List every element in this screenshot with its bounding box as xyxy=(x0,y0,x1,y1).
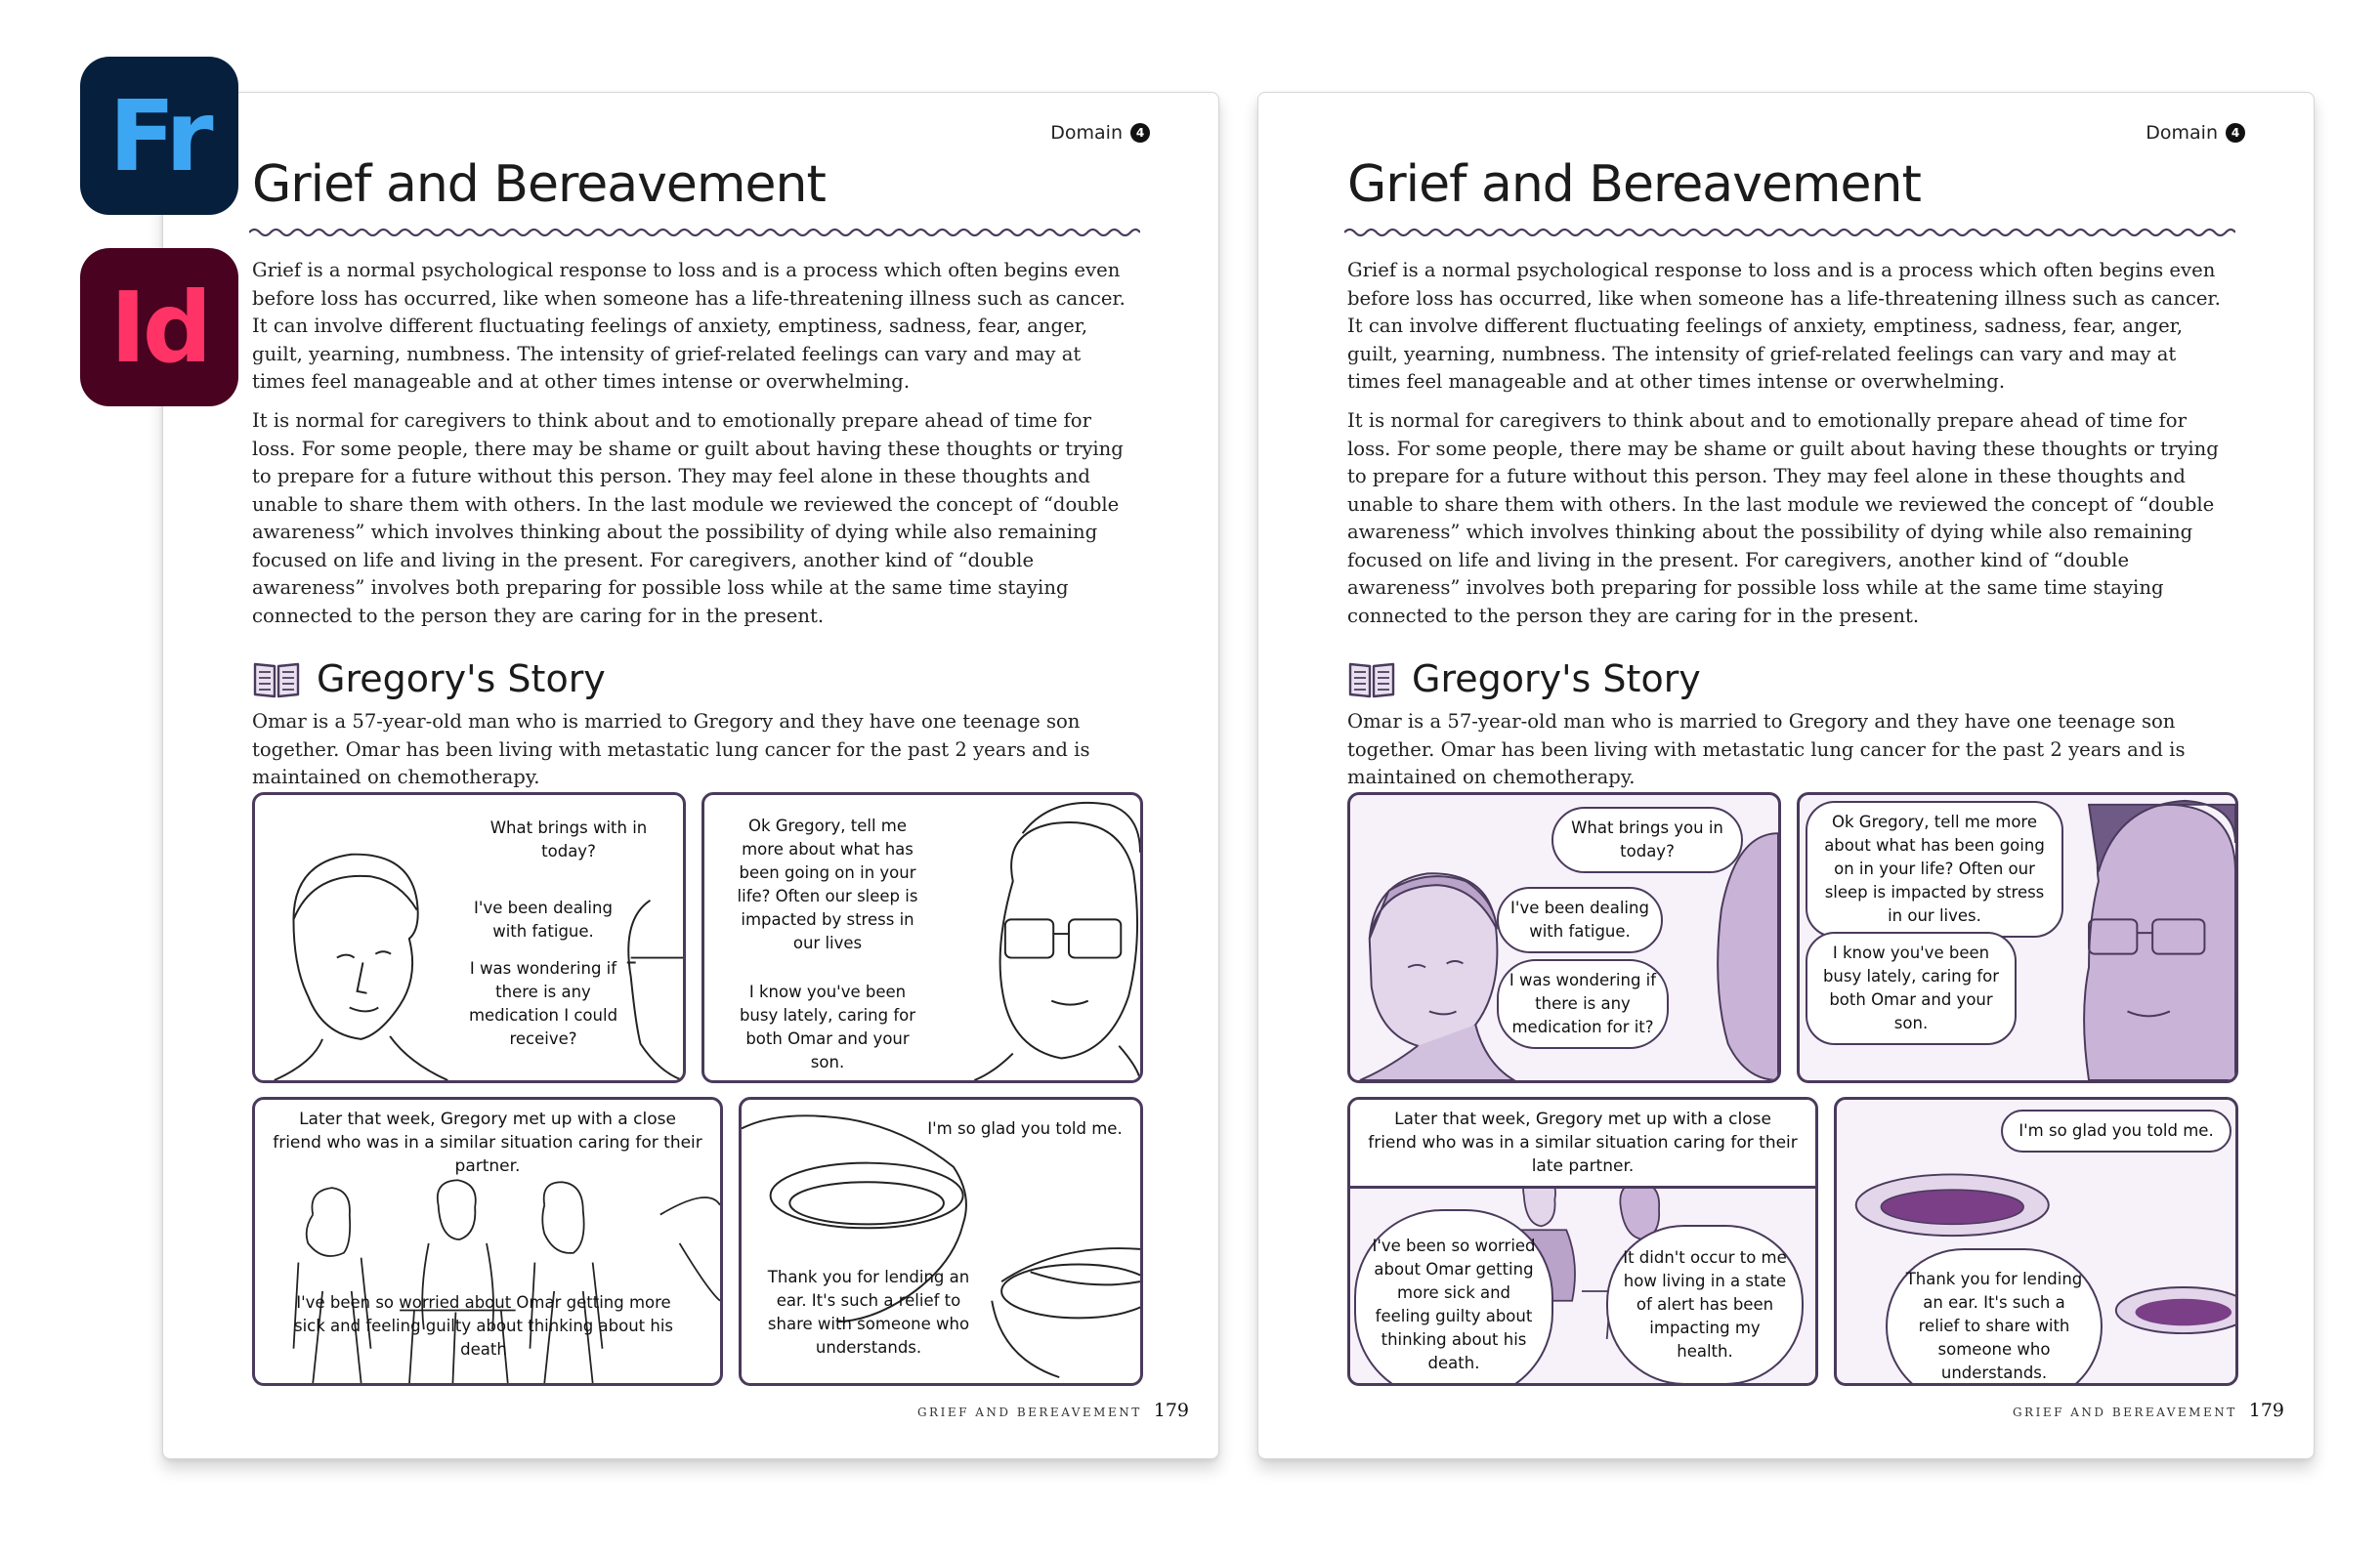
speech-bubble: I've been dealing with fatigue. xyxy=(1497,887,1663,953)
intro-paragraph: Grief is a normal psychological response to loss and is a process which often begins even before loss has occurred, like when someone has a life-threatening illness such as cancer. It can involve different fluctuating feelings of anxiety, emptiness, sadness, fear, anger, guilt, yearning, numbness. The intensity of grief-related feelings can vary and may at times feel manageable and at other times intense or overwhelming. xyxy=(252,259,1126,393)
story-text: Omar is a 57-year-old man who is married to Gregory and they have one teenage son together. Omar has been living with metastatic lung cancer for the past 2 years and is maintained on chemotherapy. xyxy=(252,710,1090,788)
story-title: Gregory's Story xyxy=(1412,657,1701,700)
comic-panel-doctor-visit xyxy=(252,792,686,1083)
wavy-divider xyxy=(1344,226,2235,239)
double-awareness-paragraph: It is normal for caregivers to think about and to emotionally prepare ahead of time for loss. For some people, there may be shame or guilt about having these thoughts or trying to prepare for a future without this person. They may feel alone in these thoughts and unable to share them with others. In the last module we reviewed the concept of “double awareness” which involves thinking about the possibility of dying while also remaining focused on life and living in the present. For caregivers, another kind of “double awareness” involves both preparing for possible loss while at the same time staying connected to the person they are caring for in the present. xyxy=(252,409,1124,627)
page-number: 179 xyxy=(1153,1400,1189,1421)
footer-section-label: GRIEF AND BEREAVEMENT xyxy=(916,1406,1142,1419)
domain-text: Domain xyxy=(1050,122,1123,144)
story-title: Gregory's Story xyxy=(317,657,606,700)
open-book-icon xyxy=(1347,659,1396,698)
story-text: Omar is a 57-year-old man who is married to Gregory and they have one teenage son together. Omar has been living with metastatic lung cancer for the past 2 years and is maintained on chemotherapy. xyxy=(1347,710,2186,788)
page-title: Grief and Bereavement xyxy=(252,155,826,214)
footer-section-label: GRIEF AND BEREAVEMENT xyxy=(2012,1406,2237,1419)
speech-bubble: What brings with in today? xyxy=(489,818,648,860)
story-heading xyxy=(252,657,606,700)
open-book-icon xyxy=(252,659,301,698)
indesign-icon-label: Id xyxy=(109,270,209,385)
page-footer xyxy=(917,1400,1189,1421)
story-heading xyxy=(1347,657,1701,700)
speech-bubble: I was wondering if there is any medication I could receive? xyxy=(468,959,618,1048)
adobe-indesign-icon xyxy=(80,248,238,406)
speech-bubble: I know you've been busy lately, caring for both Omar and your son. xyxy=(1806,932,2017,1045)
speech-bubble: Ok Gregory, tell me more about what has been going on in your life? Often our sleep is impacted by stress in our lives xyxy=(737,817,918,952)
speech-bubble: Thank you for lending an ear. It's such a relief to share with someone who understands. xyxy=(767,1268,970,1357)
comic-panel-friend-meetup xyxy=(1347,1097,1818,1386)
speech-bubble: I'm so glad you told me. xyxy=(2001,1110,2231,1153)
speech-bubble: What brings you in today? xyxy=(1551,807,1743,873)
domain-number-badge: 4 xyxy=(2226,123,2245,143)
page-number: 179 xyxy=(2248,1400,2284,1421)
domain-number-badge: 4 xyxy=(1130,123,1150,143)
comic-panel-doctor-response xyxy=(1797,792,2238,1083)
comic-panel-tea xyxy=(739,1097,1143,1386)
speech-bubble: I've been so worried about Omar getting more sick and feeling guilty about thinking about his death xyxy=(294,1293,673,1359)
comic-caption: Later that week, Gregory met up with a close friend who was in a similar situation caring for their late partner. xyxy=(1350,1100,1815,1189)
speech-bubble: I was wondering if there is any medication for it? xyxy=(1497,959,1669,1049)
comic-panel-tea xyxy=(1834,1097,2238,1386)
page-title: Grief and Bereavement xyxy=(1347,155,1921,214)
speech-bubble: Thank you for lending an ear. It's such a relief to share with someone who understands. xyxy=(1886,1248,2103,1386)
speech-bubble: I've been dealing with fatigue. xyxy=(474,899,613,941)
domain-text: Domain xyxy=(2146,122,2218,144)
comic-panel-friend-meetup xyxy=(252,1097,723,1386)
adobe-fresco-icon xyxy=(80,57,238,215)
speech-bubble: Ok Gregory, tell me more about what has been going on in your life? Often our sleep is impacted by stress in our lives. xyxy=(1806,801,2063,938)
speech-bubble: I've been so worried about Omar getting more sick and feeling guilty about thinking about his death. xyxy=(1354,1209,1553,1386)
double-awareness-paragraph: It is normal for caregivers to think about and to emotionally prepare ahead of time for loss. For some people, there may be shame or guilt about having these thoughts or trying to prepare for a future without this person. They may feel alone in these thoughts and unable to share them with others. In the last module we reviewed the concept of “double awareness” which involves thinking about the possibility of dying while also remaining focused on life and living in the present. For caregivers, another kind of “double awareness” involves both preparing for possible loss while at the same time staying connected to the person they are caring for in the present. xyxy=(1347,409,2219,627)
fresco-icon-label: Fr xyxy=(108,78,210,193)
speech-bubble: I'm so glad you told me. xyxy=(927,1119,1123,1138)
comic-caption: Later that week, Gregory met up with a close friend who was in a similar situation caring for their partner. xyxy=(273,1110,702,1176)
page-sketch xyxy=(162,92,1219,1459)
domain-label xyxy=(1050,122,1150,144)
comic-strip-sketch xyxy=(252,792,1143,1386)
page-final xyxy=(1257,92,2315,1459)
comic-strip-final xyxy=(1347,792,2238,1386)
speech-bubble: It didn't occur to me how living in a state of alert has been impacting my health. xyxy=(1606,1225,1804,1385)
comic-panel-doctor-response xyxy=(701,792,1143,1083)
wavy-divider xyxy=(249,226,1140,239)
comic-panel-doctor-visit xyxy=(1347,792,1781,1083)
page-footer xyxy=(2013,1400,2284,1421)
intro-paragraph: Grief is a normal psychological response to loss and is a process which often begins even before loss has occurred, like when someone has a life-threatening illness such as cancer. It can involve different fluctuating feelings of anxiety, emptiness, sadness, fear, anger, guilt, yearning, numbness. The intensity of grief-related feelings can vary and may at times feel manageable and at other times intense or overwhelming. xyxy=(1347,259,2221,393)
domain-label xyxy=(2146,122,2245,144)
speech-bubble: I know you've been busy lately, caring for both Omar and your son. xyxy=(739,983,916,1071)
